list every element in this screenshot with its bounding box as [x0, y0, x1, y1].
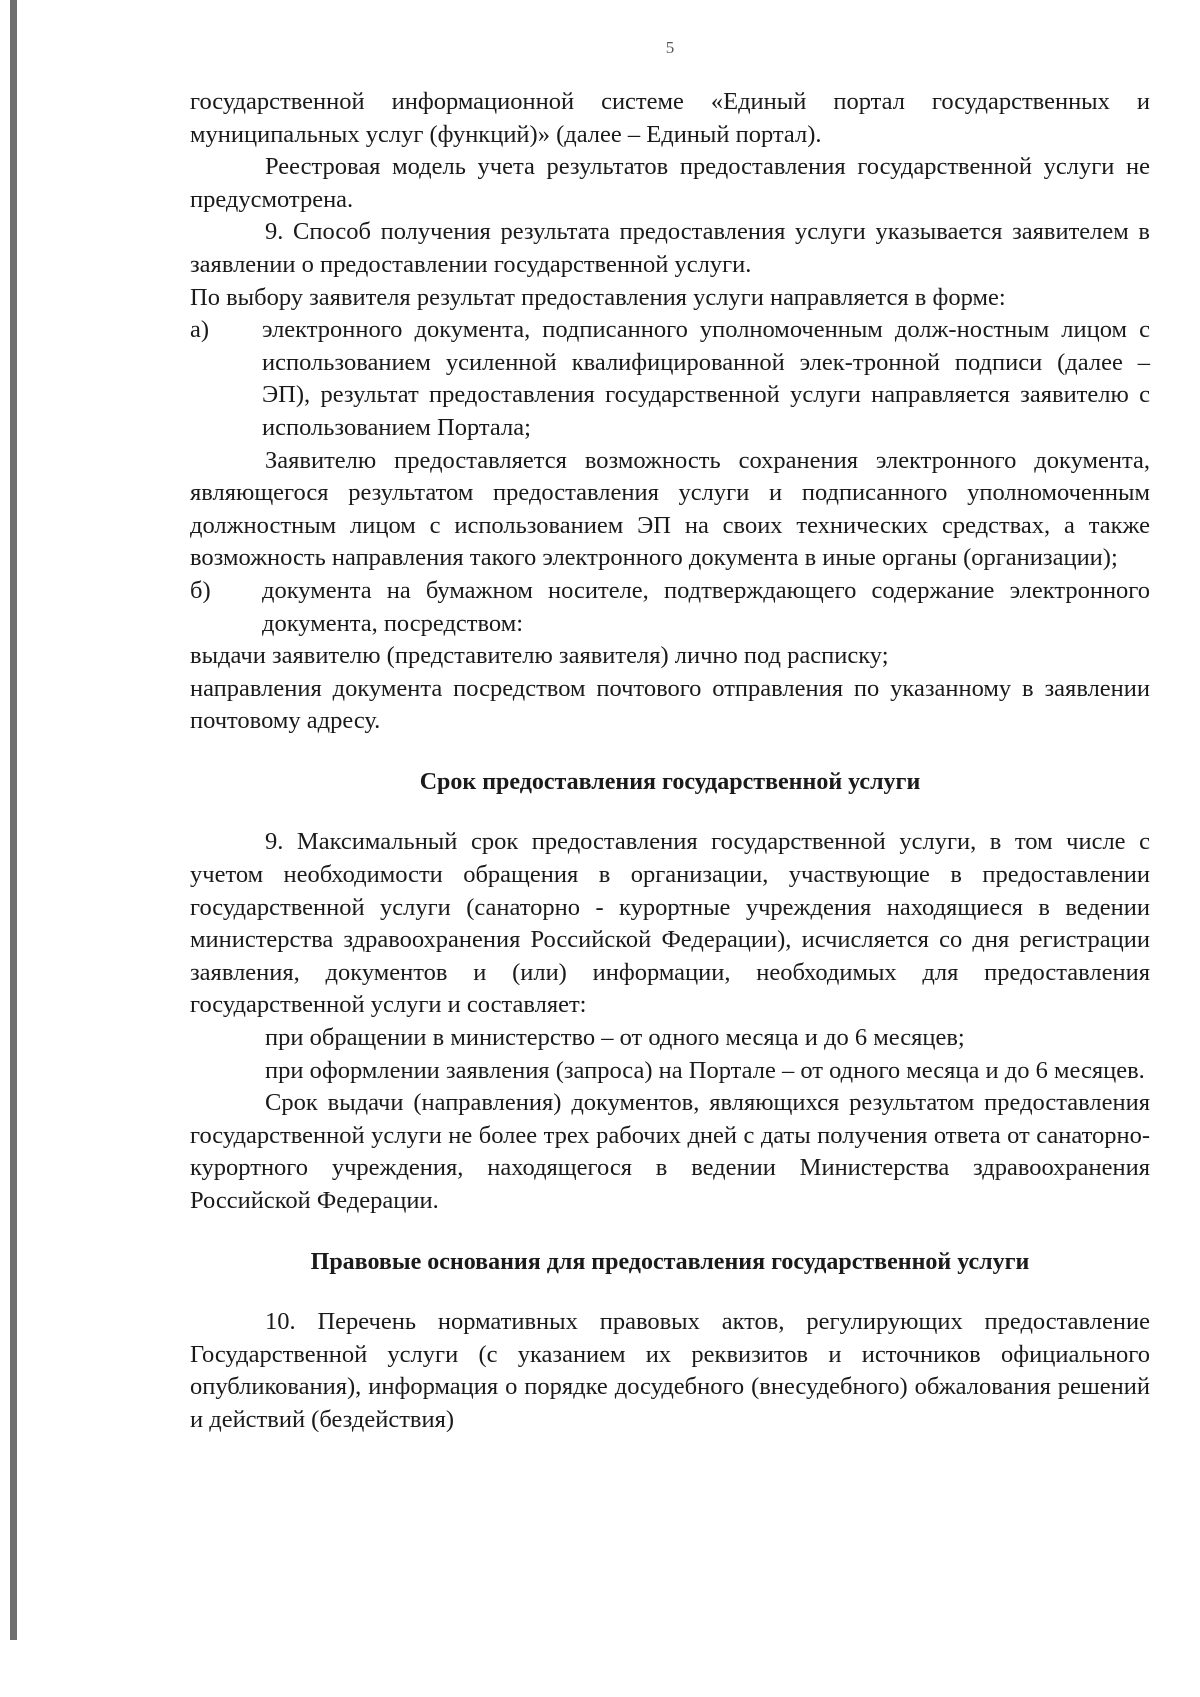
section-heading-service-term: Срок предоставления государственной услуги	[419, 768, 921, 795]
section-heading-legal-basis: Правовые основания для предоставления государственной услуги	[310, 1248, 1030, 1275]
paragraph-portal-definition: государственной информационной системе «Единый портал государственных и муниципальных услуг (функций)» (далее – Единый портал).	[190, 88, 1150, 148]
page-number: 5	[665, 38, 675, 57]
paragraph-postal-delivery: направления документа посредством почтового отправления по указанному в заявлении почтовому адресу.	[190, 674, 1150, 735]
paragraph-result-form: По выбору заявителя результат предоставления услуги направляется в форме:	[190, 283, 1006, 311]
paragraph-result-method: 9. Способ получения результата предоставления услуги указывается заявителем в заявлении о предоставлении государственной услуги.	[190, 218, 1150, 278]
paragraph-legal-acts: 10. Перечень нормативных правовых актов, регулирующих предоставление Государственной услуги (с указанием их реквизитов и источников официального опубликования), информация о порядке досудебного (внесудебного) обжалования решений и действий (бездействия)	[190, 1308, 1150, 1433]
paragraph-ministry-term: при обращении в министерство – от одного месяца и до 6 месяцев;	[265, 1024, 965, 1052]
list-item-marker: а)	[190, 316, 210, 344]
paragraph-save-document: Заявителю предоставляется возможность сохранения электронного документа, являющегося результатом предоставления услуги и подписанного уполномоченным должностным лицом с использованием ЭП на своих технических средствах, а также возможность направления такого электронного документа в иные органы (организации);	[190, 446, 1150, 572]
list-item-electronic-document	[190, 314, 1150, 444]
paragraph-portal-term: при оформлении заявления (запроса) на Портале – от одного месяца и до 6 месяцев.	[265, 1056, 1145, 1084]
paragraph-issue-in-person: выдачи заявителю (представителю заявителя) лично под расписку;	[190, 642, 889, 670]
list-item-paper-document	[190, 575, 1150, 640]
list-item-marker: б)	[190, 576, 211, 604]
list-item-text: документа на бумажном носителе, подтверждающего содержание электронного документа, посредством:	[262, 576, 1150, 637]
list-item-text: электронного документа, подписанного уполномоченным долж-ностным лицом с использованием усиленной квалифицированной элек-тронной подписи (далее – ЭП), результат предоставления государственной услуги направляется заявителю с использованием Портала;	[262, 316, 1150, 441]
paragraph-max-term: 9. Максимальный срок предоставления государственной услуги, в том числе с учетом необходимости обращения в организации, участвующие в предоставлении государственной услуги (санаторно - курортные учреждения находящиеся в ведении министерства здравоохранения Российской Федерации), исчисляется со дня регистрации заявления, документов и (или) информации, необходимых для предоставления государственной услуги и составляет:	[190, 828, 1150, 1019]
paragraph-registry-model: Реестровая модель учета результатов предоставления государственной услуги не предусмотрена.	[190, 153, 1150, 213]
document-body	[190, 86, 1150, 1437]
page-binding-edge	[10, 0, 17, 1640]
paragraph-issue-term: Срок выдачи (направления) документов, являющихся результатом предоставления государственной услуги не более трех рабочих дней с даты получения ответа от санаторно-курортного учреждения, находящегося в ведении Министерства здравоохранения Российской Федерации.	[190, 1089, 1150, 1214]
